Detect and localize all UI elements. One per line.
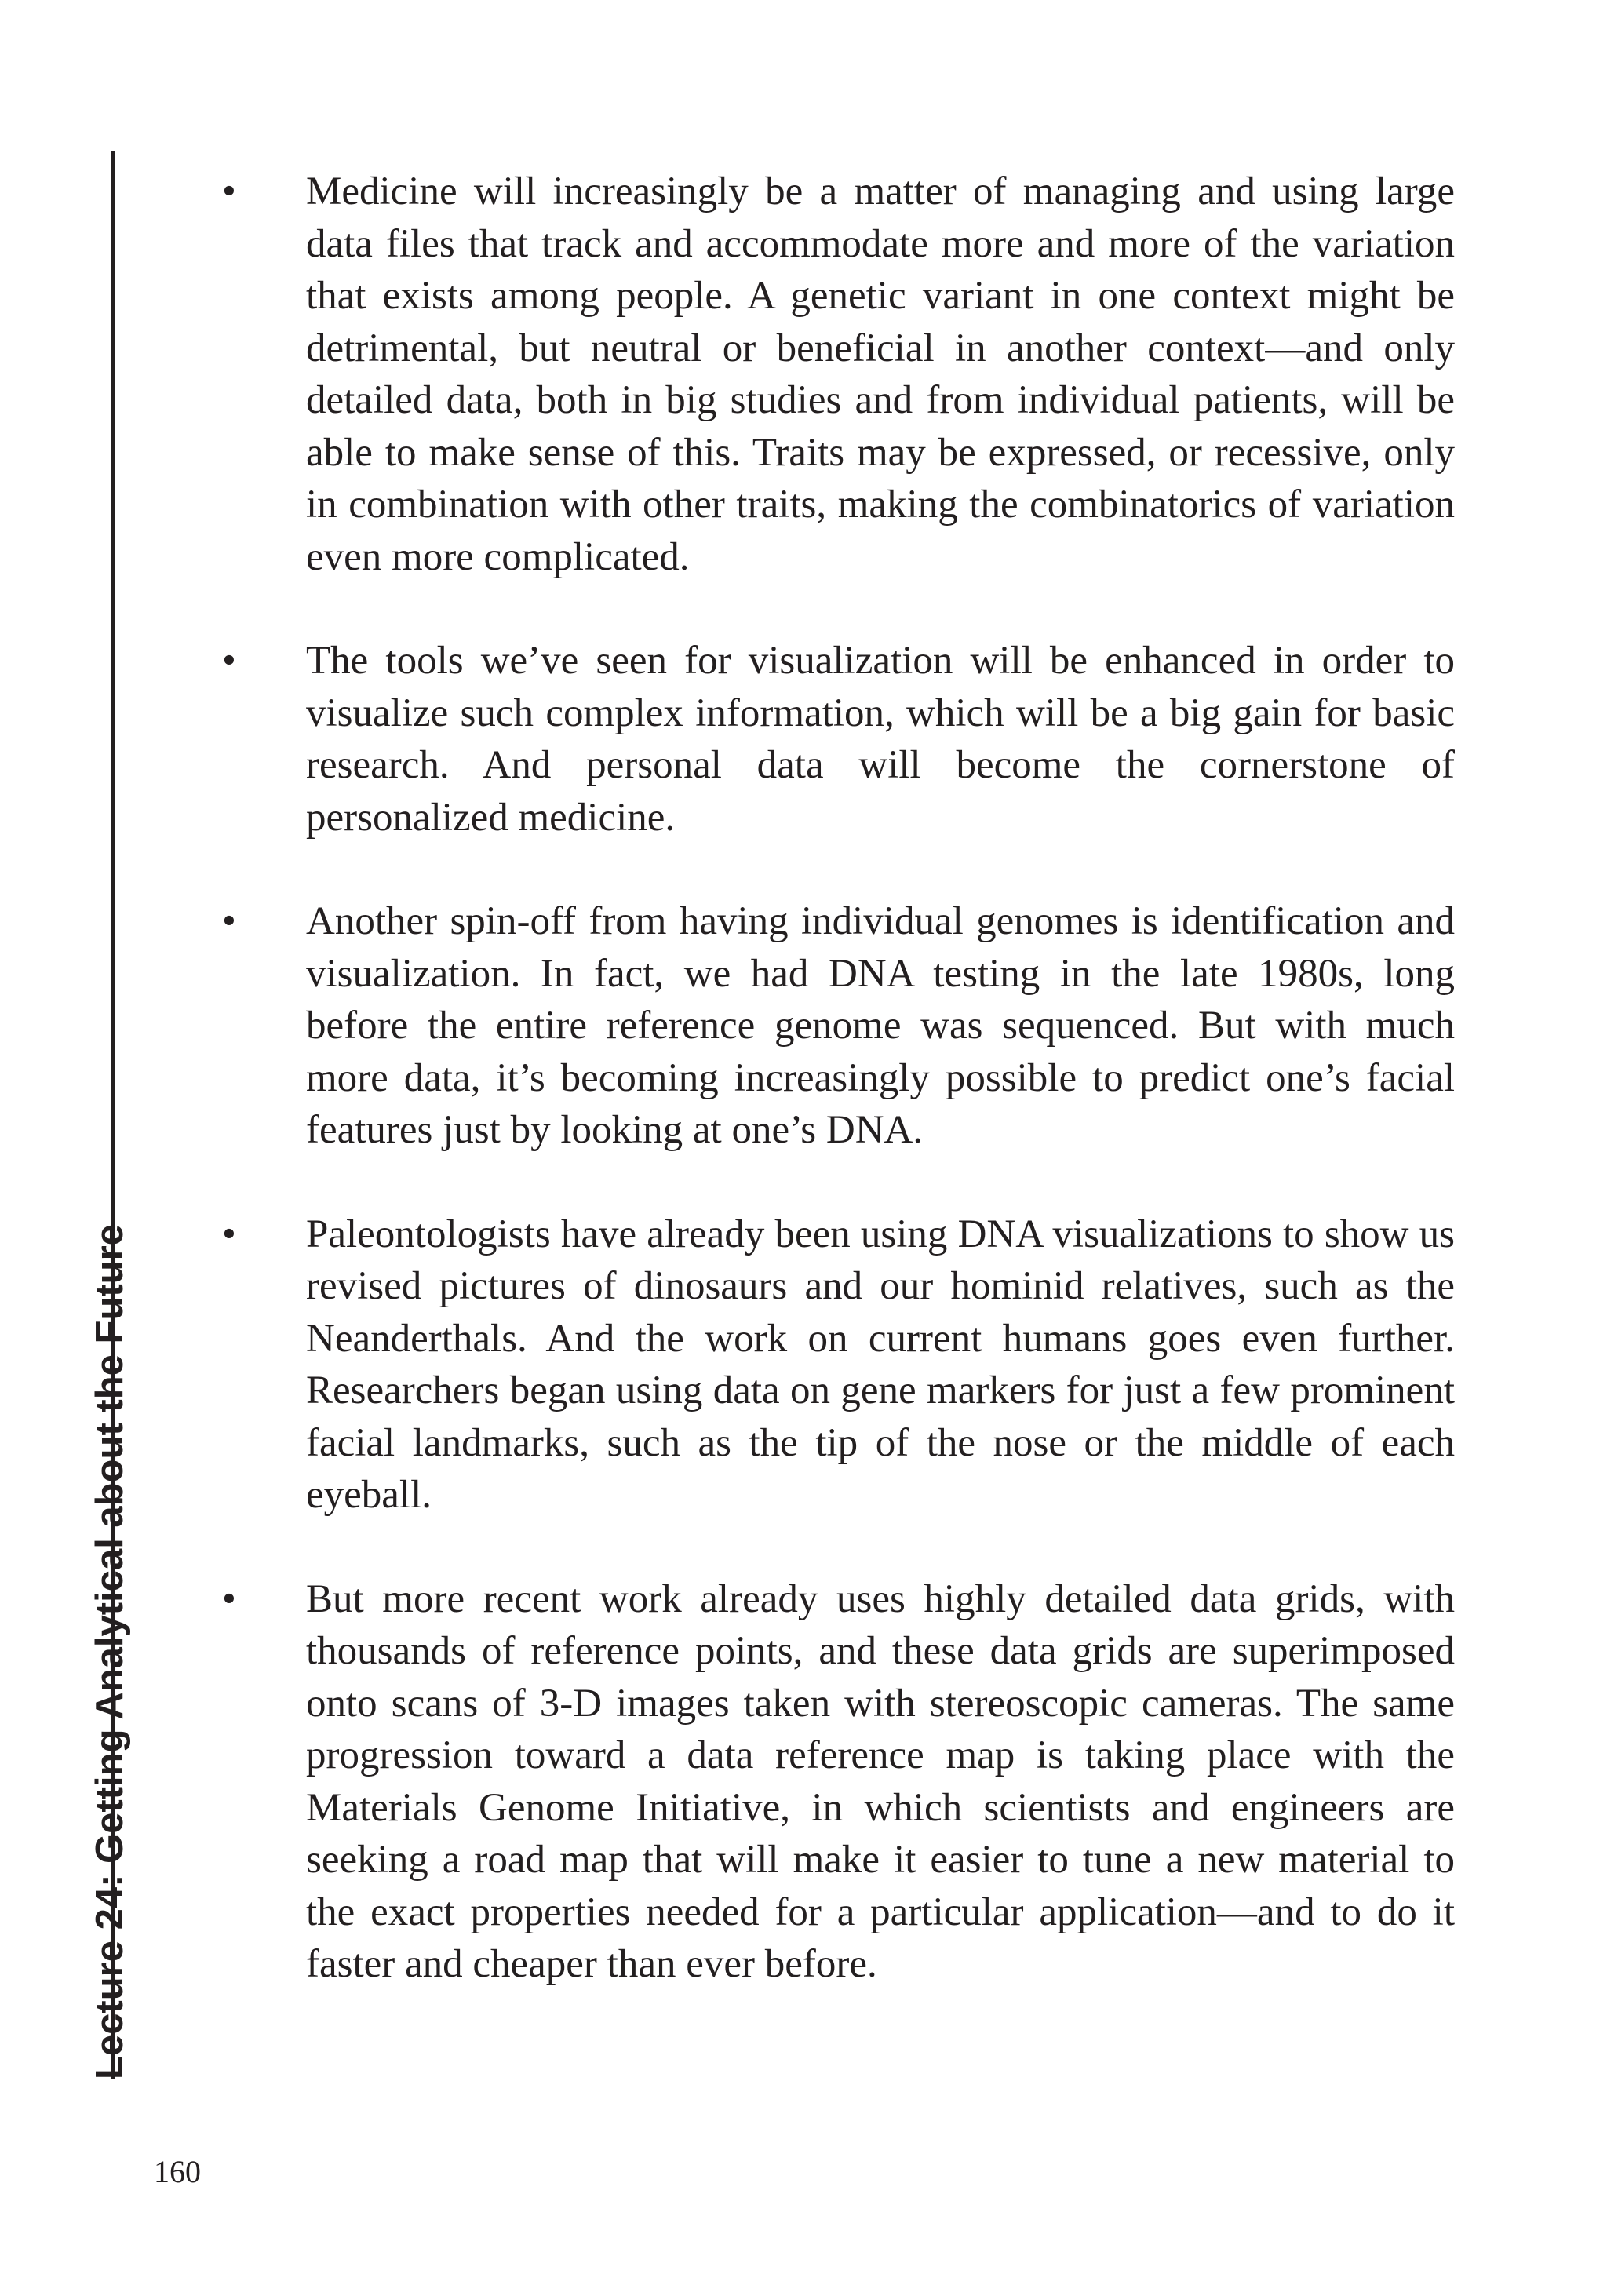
bullet-item (222, 895, 1455, 1157)
bullet-text: Another spin-off from having individual genomes is identification and visualization. In fact, we had DNA testing in the late 1980s, long before the entire reference genome was sequenced. But with much more data, it’s becoming increasingly possible to predict one’s facial features just by looking at one’s DNA. (306, 899, 1455, 1152)
bullet-icon: • (222, 899, 236, 943)
page-number: 160 (154, 2154, 201, 2189)
bullet-text: Medicine will increasingly be a matter of managing and using large data files that track and accommodate more and more of the variation that exists among people. A genetic variant in one context might be detrimental, but neutral or beneficial in another context—and only detailed data, both in big studies and from individual patients, will be able to make sense of this. Traits may be expressed, or recessive, only in combination with other traits, making the combinatorics of variation even more complicated. (306, 169, 1455, 579)
bullet-item (222, 1208, 1455, 1522)
bullet-icon: • (222, 1576, 236, 1621)
bullet-item (222, 166, 1455, 583)
bullet-item (222, 635, 1455, 844)
bullet-text: Paleontologists have already been using DNA visualizations to show us revised pictures of dinosaurs and our hominid relatives, such as the Neanderthals. And the work on current humans goes even further. Researchers began using data on gene markers for just a few prominent facial landmarks, such as the tip of the nose or the middle of each eyeball. (306, 1212, 1455, 1517)
bullet-item (222, 1573, 1455, 1991)
bullet-text: But more recent work already uses highly detailed data grids, with thousands of reference points, and these data grids are superimposed onto scans of 3-D images taken with stereoscopic cameras. The same progression toward a data reference map is taking place with the Materials Genome Initiative, in which scientists and engineers are seeking a road map that will make it easier to tune a new material to the exact properties needed for a particular application—and to do it faster and cheaper than ever before. (306, 1576, 1455, 1986)
bullet-icon: • (222, 639, 236, 683)
bullet-icon: • (222, 169, 236, 213)
running-head: Lecture 24: Getting Analytical about the Future (89, 1224, 131, 2079)
bullet-text: The tools we’ve seen for visualization will be enhanced in order to visualize such complex information, which will be a big gain for basic research. And personal data will become the cornerstone of personalized medicine. (306, 639, 1455, 840)
bullet-list (222, 166, 1455, 2043)
bullet-icon: • (222, 1212, 236, 1256)
